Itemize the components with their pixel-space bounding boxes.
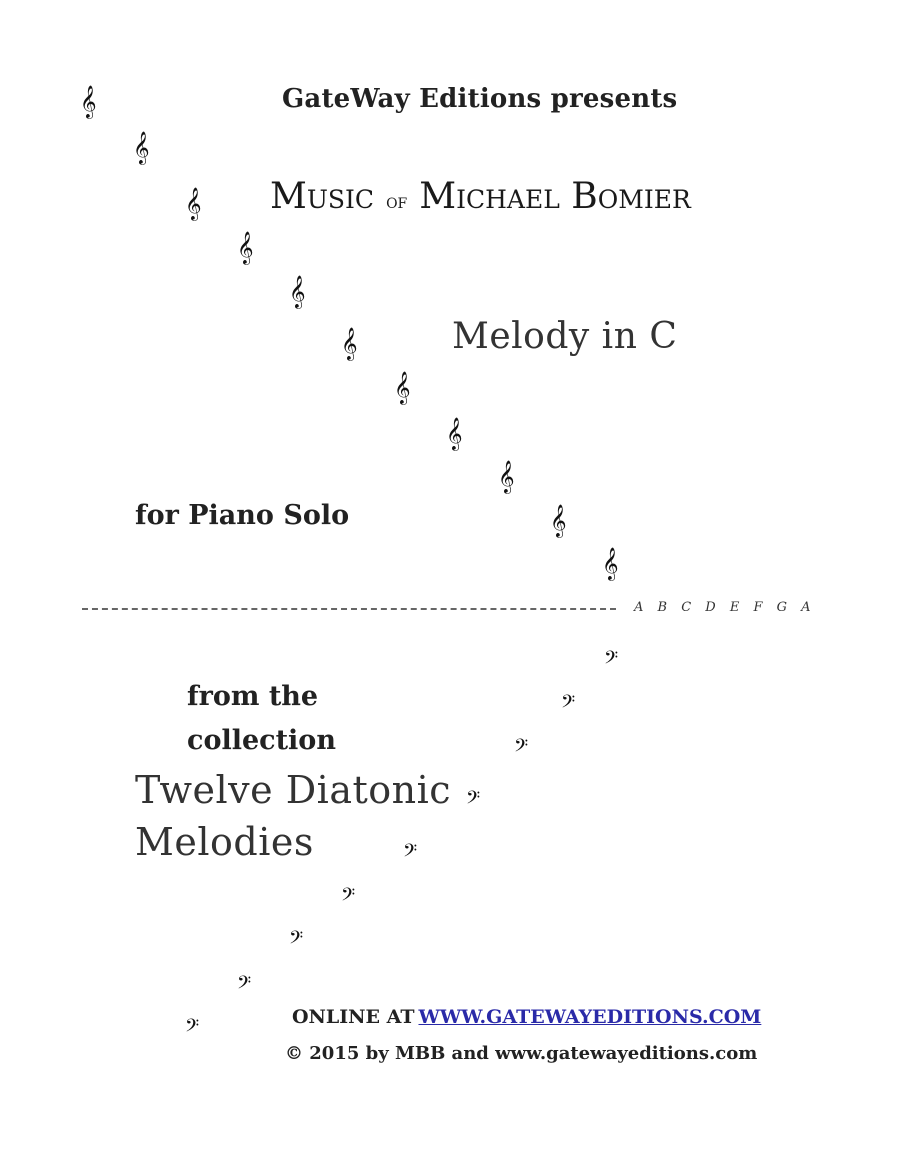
composer-line: [270, 176, 691, 217]
bass-clef-icon: 𝄢: [403, 841, 418, 866]
from-line-1: from the: [187, 681, 319, 712]
of-word: of: [386, 189, 408, 213]
online-label: ONLINE AT: [292, 1006, 415, 1028]
collection-title-line-1: Twelve Diatonic: [135, 768, 452, 812]
website-link[interactable]: WWW.GATEWAYEDITIONS.COM: [418, 1006, 762, 1028]
bass-clef-icon: 𝄢: [237, 973, 252, 998]
treble-clef-icon: 𝄞: [185, 187, 202, 220]
from-collection: [187, 675, 336, 763]
online-line: [292, 1006, 761, 1028]
treble-clef-icon: 𝄞: [394, 371, 411, 404]
treble-clef-icon: 𝄞: [446, 417, 463, 450]
treble-clef-icon: 𝄞: [133, 131, 150, 164]
treble-clef-icon: 𝄞: [602, 547, 619, 580]
treble-clef-icon: 𝄞: [341, 327, 358, 360]
bass-clef-icon: 𝄢: [466, 788, 481, 813]
treble-clef-icon: 𝄞: [237, 231, 254, 264]
bass-clef-icon: 𝄢: [185, 1016, 200, 1041]
treble-clef-icon: 𝄞: [80, 85, 97, 118]
copyright-line: © 2015 by MBB and www.gatewayeditions.com: [285, 1043, 758, 1064]
bass-clef-icon: 𝄢: [289, 928, 304, 953]
note-names: A B C D E F G A: [634, 600, 816, 615]
treble-clef-icon: 𝄞: [289, 275, 306, 308]
treble-clef-icon: 𝄞: [550, 504, 567, 537]
bass-clef-icon: 𝄢: [604, 648, 619, 673]
music-word: Music: [270, 176, 375, 217]
bass-clef-icon: 𝄢: [341, 885, 356, 910]
piece-title: Melody in C: [452, 316, 678, 357]
publisher-presents: GateWay Editions presents: [282, 84, 678, 114]
instrument-label: for Piano Solo: [135, 500, 350, 531]
from-line-2: collection: [187, 725, 336, 756]
dashed-divider: [82, 608, 616, 610]
composer-name: Michael Bomier: [419, 176, 691, 217]
bass-clef-icon: 𝄢: [561, 692, 576, 717]
bass-clef-icon: 𝄢: [514, 736, 529, 761]
treble-clef-icon: 𝄞: [498, 460, 515, 493]
collection-title-line-2: Melodies: [135, 820, 314, 864]
